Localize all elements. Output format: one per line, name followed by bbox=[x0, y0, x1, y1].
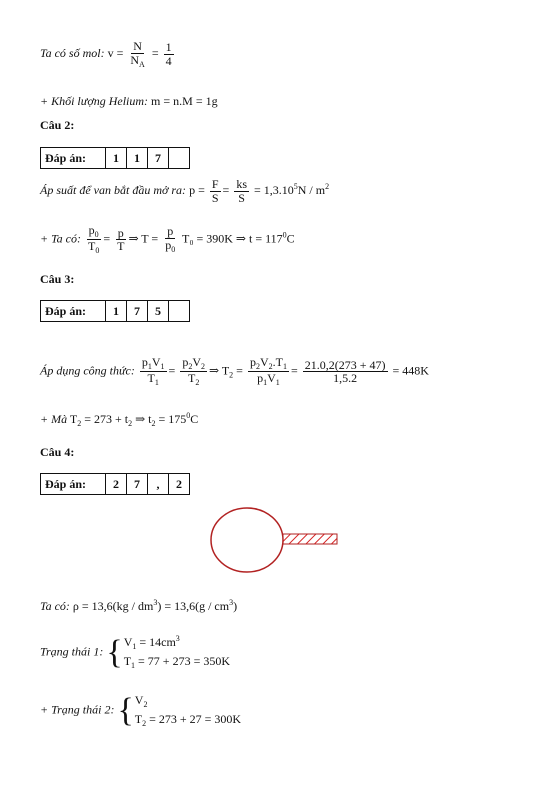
flask-diagram bbox=[205, 500, 345, 580]
mercury-column bbox=[283, 534, 337, 544]
pressure-line: Áp suất để van bắt đầu mở ra: p = $\frac{F}{S}$ = $\frac{ks}{S}$ = $1,3.10^5N / m^2$ bbox=[40, 177, 330, 205]
t2-line: + Mà $T_2 = 273 + t_2$ ⇒ $t_2 = 175^0C$ bbox=[40, 411, 199, 428]
question-4-heading: Câu 4: bbox=[40, 445, 75, 459]
temperature-line: + Ta có: $\frac{p_0}{T_0}$ = $\frac{p}{T}$ ⇒ T = $\frac{p}{p_0}$ T₀ = 390K ⇒ $t = 117^0C$ bbox=[40, 223, 295, 256]
answer-table-2: Đáp án: 1 1 7 bbox=[40, 147, 190, 169]
answer-table-4: Đáp án: 2 7 , 2 bbox=[40, 473, 190, 495]
fraction-n-na: $\frac{N}{N_A}$ bbox=[130, 39, 145, 69]
fraction-one-quarter: $\frac{1}{4}$ bbox=[165, 40, 172, 68]
flask-bulb bbox=[211, 508, 283, 572]
density-line: Ta có: $\rho = 13,6(kg / dm^3) = 13,6(g / cm^3)$ bbox=[40, 598, 238, 613]
mass-line: + Khối lượng Helium: m = n.M = 1g bbox=[40, 94, 218, 108]
moles-label: Ta có số mol: bbox=[40, 46, 105, 61]
state-1-line: Trạng thái 1: { $V_1 = 14cm^3$ $T_1 = 77 + 273 = 350K$ bbox=[40, 633, 230, 671]
moles-line: Ta có số mol: v = $\frac{N}{N_A}$ = $\frac{1}{4}$ bbox=[40, 39, 172, 69]
answer-table-3: Đáp án: 1 7 5 bbox=[40, 300, 190, 322]
moles-lhs: v = bbox=[107, 46, 124, 61]
state-2-line: + Trạng thái 2: { $V_2$ $T_2 = 273 + 27 = 300K$ bbox=[40, 691, 242, 729]
question-2-heading: Câu 2: bbox=[40, 118, 75, 132]
question-3-heading: Câu 3: bbox=[40, 272, 75, 286]
formula-line: Áp dụng công thức: $\frac{p_1V_1}{T_1}$ = $\frac{p_2V_2}{T_2}$ ⇒ $T_2$ = $\frac{p_2V_2.T_1}{p_1V_1}$ = $\frac{21.0,2(273 + 47)}{1,5.2}$ = 448K bbox=[40, 355, 429, 388]
